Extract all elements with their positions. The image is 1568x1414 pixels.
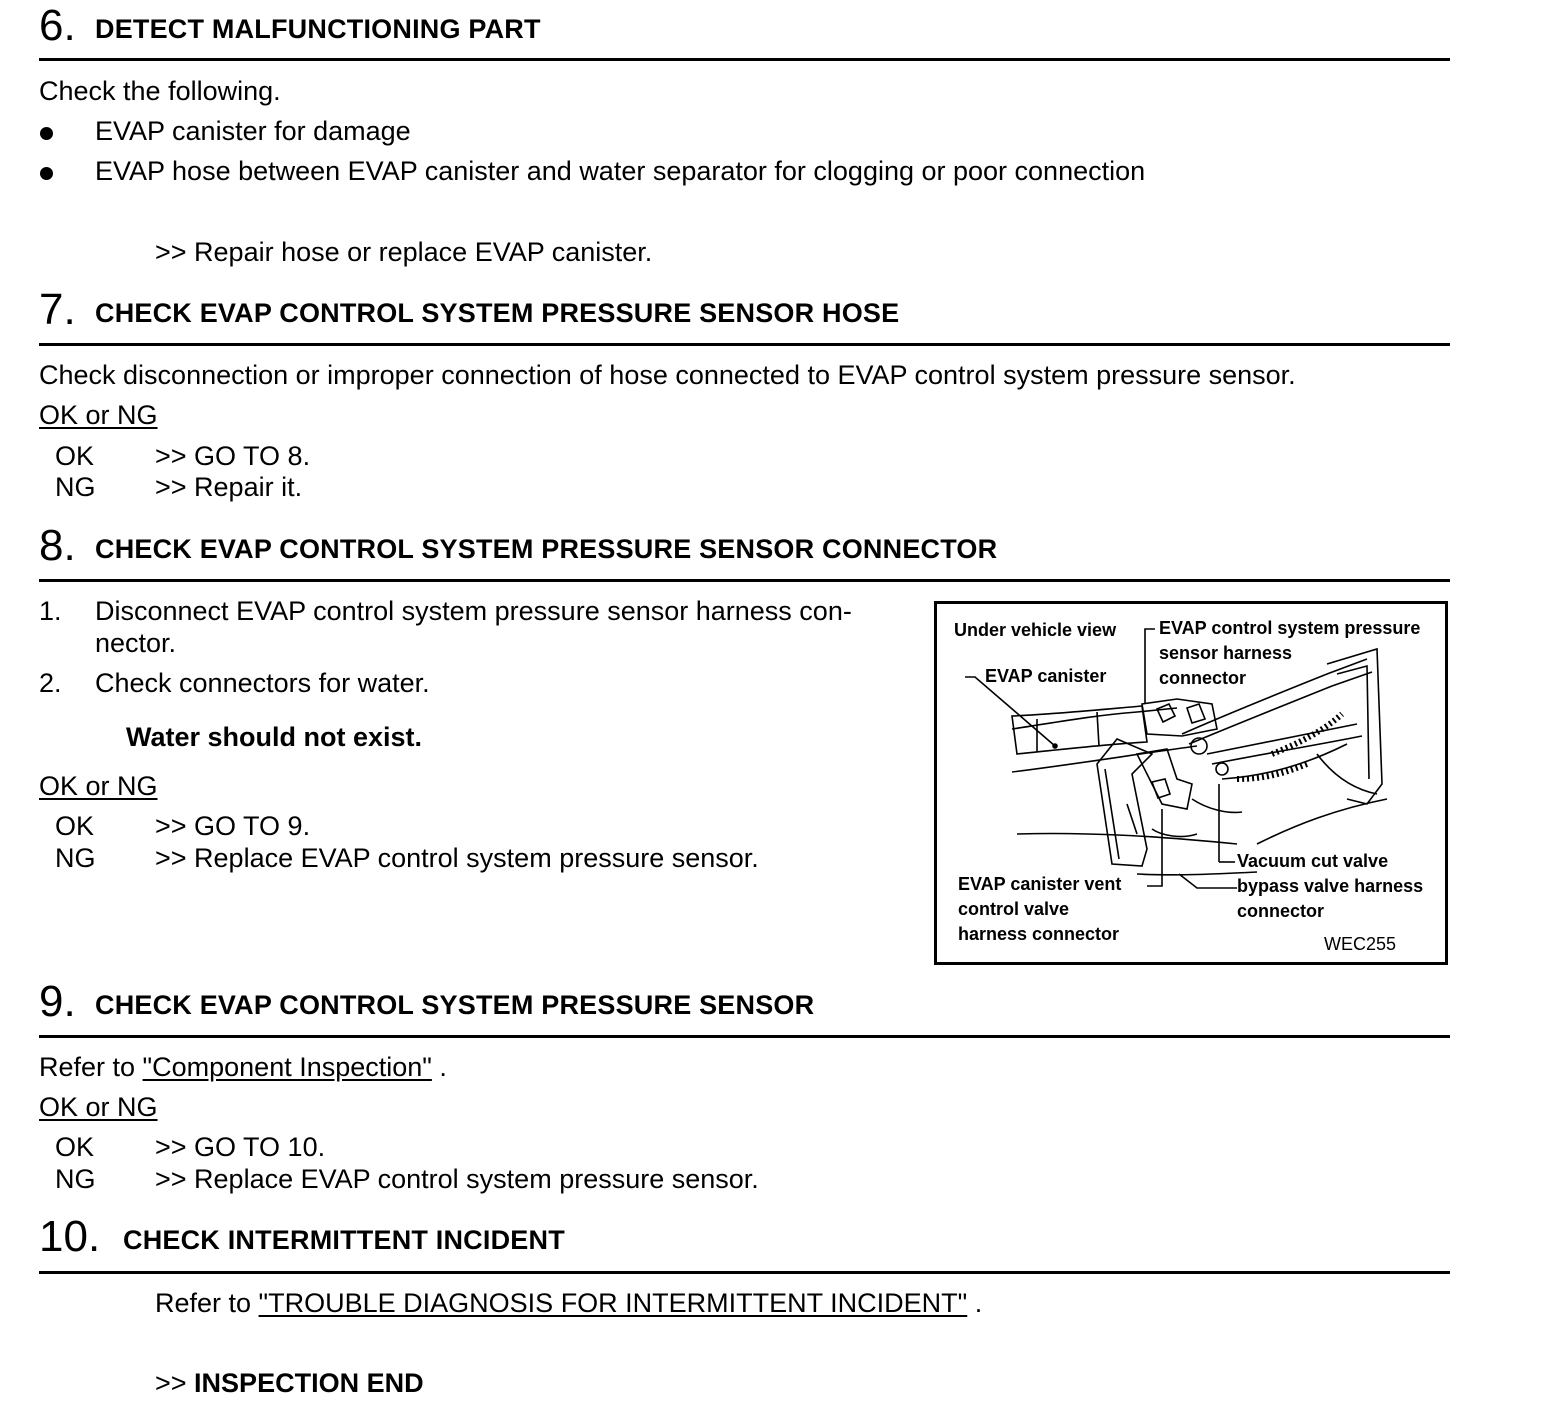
step-6-number: 6. xyxy=(39,1,76,50)
step-8-item-2-line-1: Check connectors for water. xyxy=(95,668,430,698)
inspection-end-text: INSPECTION END xyxy=(194,1368,424,1398)
inspection-end-prefix: >> xyxy=(155,1368,195,1398)
step-10-refer-line xyxy=(155,1287,982,1319)
step-8-item-2-number: 2. xyxy=(39,668,62,698)
step-10-refer-suffix: . xyxy=(967,1288,983,1318)
step-8-ok-action: >> GO TO 9. xyxy=(155,811,311,841)
step-8-title: CHECK EVAP CONTROL SYSTEM PRESSURE SENSOR CONNECTOR xyxy=(95,534,998,564)
bullet-icon xyxy=(40,127,53,140)
step-7-text: Check disconnection or improper connection of hose connected to EVAP control system pressure sensor. xyxy=(39,360,1296,390)
step-7-title: CHECK EVAP CONTROL SYSTEM PRESSURE SENSOR HOSE xyxy=(95,298,900,328)
step-8-divider xyxy=(39,579,1450,582)
figure-label-vent-valve-line-3: harness connector xyxy=(958,924,1120,944)
bullet-icon xyxy=(40,167,53,180)
step-8-ok-label: OK xyxy=(55,811,95,841)
step-7-ng-label: NG xyxy=(55,472,96,502)
figure-label-pressure-sensor-line-3: connector xyxy=(1159,668,1247,688)
figure-code: WEC255 xyxy=(1324,934,1397,954)
step-8-item-1-line-1: Disconnect EVAP control system pressure sensor harness con- xyxy=(95,596,852,626)
step-10-divider xyxy=(39,1271,1450,1274)
step-6-divider xyxy=(39,58,1450,61)
step-8-number: 8. xyxy=(39,521,76,570)
step-10-refer-prefix: Refer to xyxy=(155,1288,259,1318)
step-9-title: CHECK EVAP CONTROL SYSTEM PRESSURE SENSOR xyxy=(95,990,815,1020)
step-9-divider xyxy=(39,1035,1450,1038)
step-9-number: 9. xyxy=(39,977,76,1026)
step-9-refer-prefix: Refer to xyxy=(39,1052,143,1082)
step-9-ok-or-ng-link[interactable]: OK or NG xyxy=(39,1092,158,1122)
figure-label-pressure-sensor-line-2: sensor harness xyxy=(1159,643,1293,663)
step-8-ok-or-ng-link[interactable]: OK or NG xyxy=(39,771,158,801)
step-9-refer-line xyxy=(39,1051,447,1083)
step-9-ng-label: NG xyxy=(55,1164,96,1194)
step-7-ok-or-ng-link[interactable]: OK or NG xyxy=(39,400,158,430)
step-6-title: DETECT MALFUNCTIONING PART xyxy=(95,14,541,44)
step-9-ok-action: >> GO TO 10. xyxy=(155,1132,326,1162)
step-10-title: CHECK INTERMITTENT INCIDENT xyxy=(123,1225,565,1255)
step-8-ng-label: NG xyxy=(55,843,96,873)
figure-label-pressure-sensor-line-1: EVAP control system pressure xyxy=(1159,618,1421,638)
step-9-ng-action: >> Replace EVAP control system pressure sensor. xyxy=(155,1164,759,1194)
step-6-action: >> Repair hose or replace EVAP canister. xyxy=(155,237,653,267)
figure-label-vent-valve-line-2: control valve xyxy=(958,899,1070,919)
step-9-refer-suffix: . xyxy=(431,1052,447,1082)
trouble-diagnosis-intermittent-link[interactable]: "TROUBLE DIAGNOSIS FOR INTERMITTENT INCIDENT" xyxy=(258,1288,968,1318)
step-7-ok-label: OK xyxy=(55,441,95,471)
component-inspection-link[interactable]: "Component Inspection" xyxy=(142,1052,432,1082)
step-6-intro: Check the following. xyxy=(39,76,281,106)
step-6-bullet-1: EVAP canister for damage xyxy=(95,116,411,146)
figure-label-vent-valve-line-1: EVAP canister vent xyxy=(958,874,1122,894)
step-8-note: Water should not exist. xyxy=(126,722,423,752)
step-10-number: 10. xyxy=(39,1212,101,1261)
step-7-ok-action: >> GO TO 8. xyxy=(155,441,311,471)
step-9-ok-label: OK xyxy=(55,1132,95,1162)
component-location-figure xyxy=(934,601,1448,965)
figure-label-vacuum-valve-line-1: Vacuum cut valve xyxy=(1237,851,1389,871)
step-7-number: 7. xyxy=(39,285,76,334)
inspection-end-line xyxy=(155,1367,424,1399)
step-6-bullet-2: EVAP hose between EVAP canister and water separator for clogging or poor connection xyxy=(95,156,1146,186)
step-8-item-1-line-2: nector. xyxy=(95,628,177,658)
step-7-divider xyxy=(39,343,1450,346)
figure-view-label: Under vehicle view xyxy=(954,620,1117,640)
step-7-ng-action: >> Repair it. xyxy=(155,472,303,502)
figure-label-canister: EVAP canister xyxy=(985,666,1107,686)
step-8-ng-action: >> Replace EVAP control system pressure sensor. xyxy=(155,843,759,873)
step-8-item-1-number: 1. xyxy=(39,596,62,626)
figure-label-vacuum-valve-line-3: connector xyxy=(1237,901,1325,921)
figure-label-vacuum-valve-line-2: bypass valve harness xyxy=(1237,876,1424,896)
